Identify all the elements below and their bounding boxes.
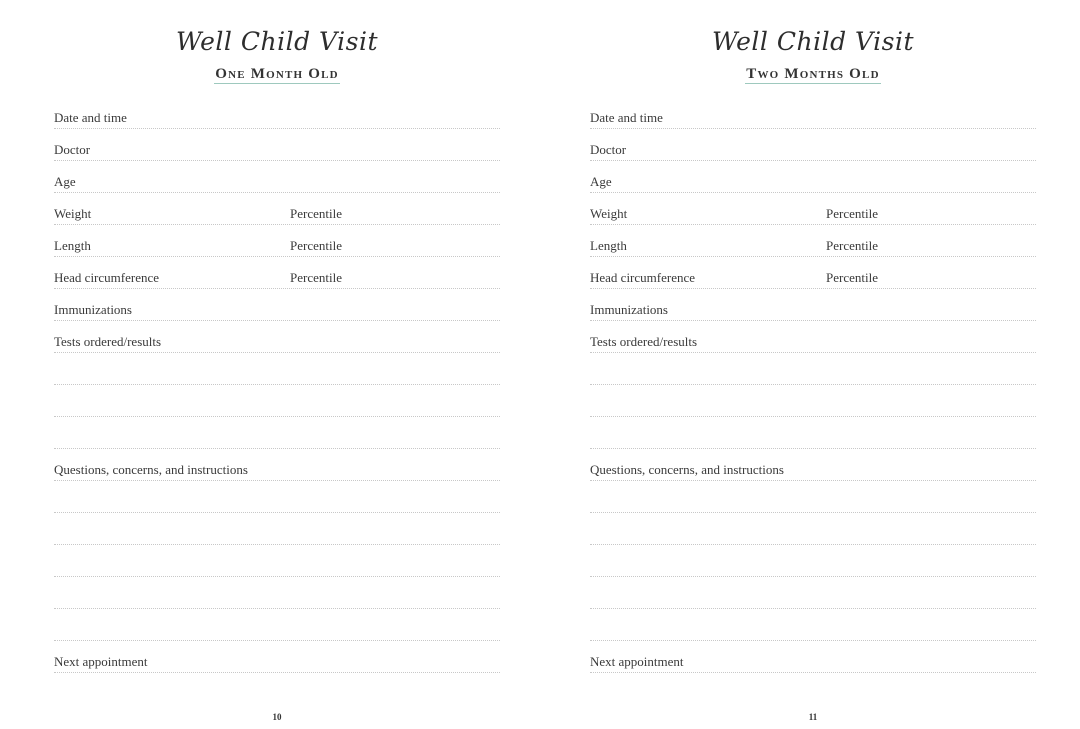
questions-blank-line[interactable]: [54, 618, 500, 641]
length-percentile-label: Percentile: [826, 238, 878, 253]
date-time-label: Date and time: [590, 110, 663, 125]
tests-label: Tests ordered/results: [54, 334, 162, 349]
date-time-label: Date and time: [54, 110, 127, 125]
tests-blank-line[interactable]: [54, 394, 500, 417]
head-circumference-line[interactable]: [590, 266, 1036, 289]
next-appointment-label: Next appointment: [54, 654, 148, 669]
weight-label: Weight: [54, 206, 92, 221]
questions-blank-line[interactable]: [590, 554, 1036, 577]
immunizations-line[interactable]: [54, 298, 500, 321]
age-label: Age: [54, 174, 76, 189]
next-appointment-line[interactable]: [590, 650, 1036, 673]
weight-line[interactable]: [590, 202, 1036, 225]
weight-label: Weight: [590, 206, 628, 221]
page-number: 11: [808, 712, 818, 722]
tests-line[interactable]: [54, 330, 500, 353]
tests-blank-line[interactable]: [54, 426, 500, 449]
tests-blank-line[interactable]: [54, 362, 500, 385]
page-title: Well Child Visit: [175, 27, 379, 56]
doctor-line[interactable]: [54, 138, 500, 161]
immunizations-label: Immunizations: [590, 302, 668, 317]
head-percentile-label: Percentile: [290, 270, 342, 285]
immunizations-line[interactable]: [590, 298, 1036, 321]
date-time-line[interactable]: [590, 106, 1036, 129]
head-circumference-label: Head circumference: [590, 270, 696, 285]
next-appointment-label: Next appointment: [590, 654, 684, 669]
age-line[interactable]: [590, 170, 1036, 193]
head-percentile-label: Percentile: [826, 270, 878, 285]
questions-label: Questions, concerns, and instructions: [590, 462, 784, 477]
next-appointment-line[interactable]: [54, 650, 500, 673]
age-label: Age: [590, 174, 612, 189]
length-line[interactable]: [54, 234, 500, 257]
questions-blank-line[interactable]: [590, 490, 1036, 513]
head-circumference-line[interactable]: [54, 266, 500, 289]
questions-line[interactable]: [590, 458, 1036, 481]
weight-percentile-label: Percentile: [826, 206, 878, 221]
questions-blank-line[interactable]: [590, 522, 1036, 545]
weight-percentile-label: Percentile: [290, 206, 342, 221]
doctor-label: Doctor: [54, 142, 91, 157]
questions-blank-line[interactable]: [54, 554, 500, 577]
page-subtitle-text: One Month Old: [215, 66, 339, 82]
questions-blank-line[interactable]: [54, 586, 500, 609]
page-number: 10: [272, 712, 282, 722]
length-label: Length: [54, 238, 91, 253]
page-subtitle-text: Two Months Old: [746, 66, 880, 82]
head-circumference-label: Head circumference: [54, 270, 160, 285]
page-subtitle: [0, 66, 554, 83]
questions-label: Questions, concerns, and instructions: [54, 462, 248, 477]
length-label: Length: [590, 238, 627, 253]
weight-line[interactable]: [54, 202, 500, 225]
questions-blank-line[interactable]: [590, 618, 1036, 641]
age-line[interactable]: [54, 170, 500, 193]
questions-blank-line[interactable]: [54, 522, 500, 545]
questions-blank-line[interactable]: [590, 586, 1036, 609]
tests-blank-line[interactable]: [590, 362, 1036, 385]
tests-blank-line[interactable]: [590, 394, 1036, 417]
doctor-label: Doctor: [590, 142, 627, 157]
page-subtitle: [536, 66, 1080, 83]
tests-blank-line[interactable]: [590, 426, 1036, 449]
tests-line[interactable]: [590, 330, 1036, 353]
questions-blank-line[interactable]: [54, 490, 500, 513]
right-page: [536, 0, 1076, 729]
doctor-line[interactable]: [590, 138, 1036, 161]
length-percentile-label: Percentile: [290, 238, 342, 253]
date-time-line[interactable]: [54, 106, 500, 129]
immunizations-label: Immunizations: [54, 302, 132, 317]
length-line[interactable]: [590, 234, 1036, 257]
page-title: Well Child Visit: [711, 27, 915, 56]
questions-line[interactable]: [54, 458, 500, 481]
tests-label: Tests ordered/results: [590, 334, 698, 349]
